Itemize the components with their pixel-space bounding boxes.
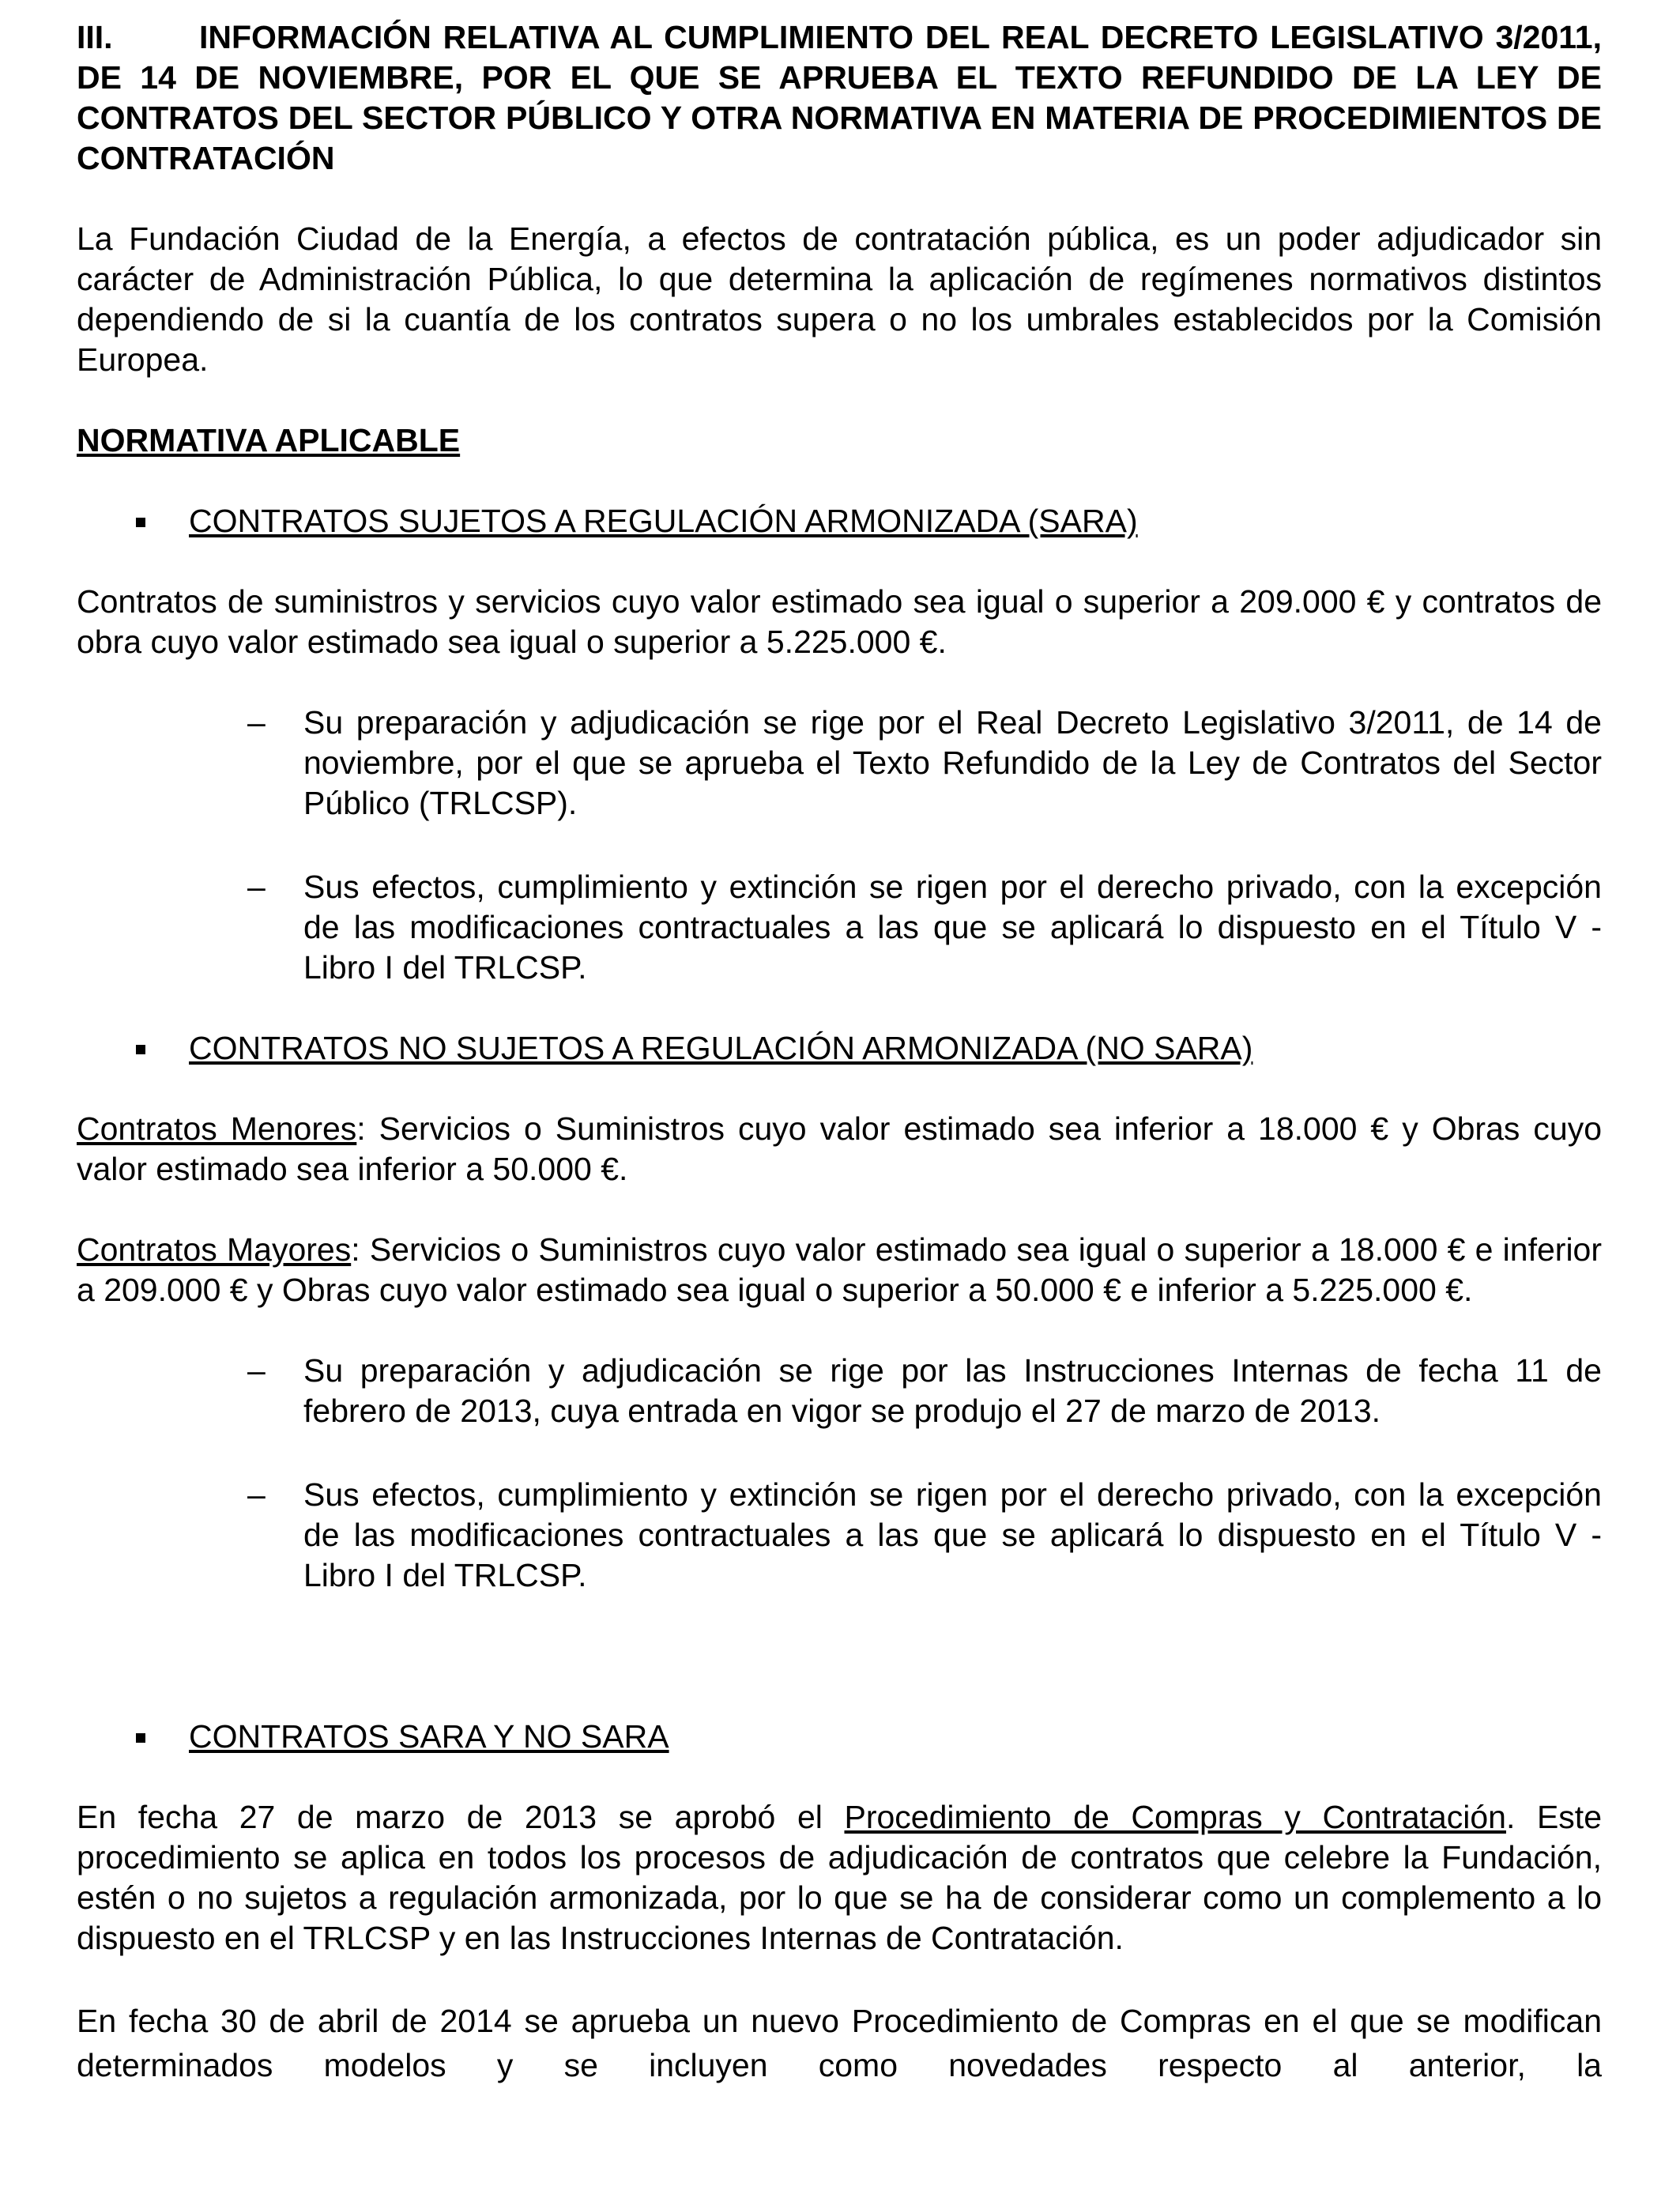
bullet-nosara [77,1028,1602,1069]
menores-text: : Servicios o Suministros cuyo valor estimado sea inferior a 18.000 € y Obras cuyo valor estimado sea inferior a 50.000 €. [77,1110,1602,1187]
nosara-dash-item-2-text: Sus efectos, cumplimiento y extinción se rigen por el derecho privado, con la excepción de las modificaciones contractuales a las que se aplicará lo dispuesto en el Título V - Libro I del TRLCSP. [303,1476,1602,1593]
procedimiento-link: Procedimiento de Compras y Contratación [844,1799,1506,1835]
dash-marker: – [247,1352,266,1389]
section-heading-text: INFORMACIÓN RELATIVA AL CUMPLIMIENTO DEL REAL DECRETO LEGISLATIVO 3/2011, DE 14 DE NOVIEMBRE, POR EL QUE SE APRUEBA EL TEXTO REFUNDIDO DE LA LEY DE CONTRATOS DEL SECTOR PÚBLICO Y OTRA NORMATIVA EN MATERIA DE PROCEDIMIENTOS DE CONTRATACIÓN [77,19,1602,176]
nosara-dash-item-2 [77,1475,1602,1596]
mayores-paragraph [77,1230,1602,1310]
section-heading [77,17,1602,179]
section-number: III. [77,19,113,55]
procedimiento-text-before: En fecha 27 de marzo de 2013 se aprobó el [77,1799,845,1835]
sara-dash-item-1-text: Su preparación y adjudicación se rige por el Real Decreto Legislativo 3/2011, de 14 de noviembre, por el que se aprueba el Texto Refundido de la Ley de Contratos del Sector Público (TRLCSP). [303,704,1602,821]
sara-dash-item-2-text: Sus efectos, cumplimiento y extinción se rigen por el derecho privado, con la excepción de las modificaciones contractuales a las que se aplicará lo dispuesto en el Título V - Libro I del TRLCSP. [303,869,1602,986]
mayores-label: Contratos Mayores [77,1231,352,1268]
normativa-title: NORMATIVA APLICABLE [77,422,461,458]
bullet-sara [77,501,1602,541]
bullet-sara-nosara-label: CONTRATOS SARA Y NO SARA [189,1718,669,1755]
square-bullet-icon [136,1045,145,1054]
dash-marker: – [247,1476,266,1513]
sara-paragraph: Contratos de suministros y servicios cuyo valor estimado sea igual o superior a 209.000 € y contratos de obra cuyo valor estimado sea igual o superior a 5.225.000 €. [77,583,1602,660]
dash-marker: – [247,704,266,741]
nuevo-procedimiento-paragraph: En fecha 30 de abril de 2014 se aprueba un nuevo Procedimiento de Compras en el que se modifican determinados modelos y se incluyen como novedades respecto al anterior, la [77,2003,1602,2083]
square-bullet-icon [136,1733,145,1743]
bullet-nosara-label: CONTRATOS NO SUJETOS A REGULACIÓN ARMONIZADA (NO SARA) [189,1030,1253,1066]
nosara-dash-item-1-text: Su preparación y adjudicación se rige por las Instrucciones Internas de fecha 11 de febrero de 2013, cuya entrada en vigor se produjo el 27 de marzo de 2013. [303,1352,1602,1429]
intro-paragraph: La Fundación Ciudad de la Energía, a efectos de contratación pública, es un poder adjudicador sin carácter de Administración Pública, lo que determina la aplicación de regímenes normativos distintos dependiendo de si la cuantía de los contratos supera o no los umbrales establecidos por la Comisión Europea. [77,221,1602,378]
menores-paragraph [77,1109,1602,1189]
procedimiento-text-after: . Este procedimiento se aplica en todos los procesos de adjudicación de contratos que celebre la Fundación, estén o no sujetos a regulación armonizada, por lo que se ha de considerar como un complemento a lo dispuesto en el TRLCSP y en las Instrucciones Internas de Contratación. [77,1799,1603,1956]
dash-marker: – [247,869,266,905]
square-bullet-icon [136,518,145,527]
document-page [77,17,1602,2087]
bullet-sara-label: CONTRATOS SUJETOS A REGULACIÓN ARMONIZADA (SARA) [189,503,1138,539]
sara-dash-item-1 [77,703,1602,824]
mayores-text: : Servicios o Suministros cuyo valor estimado sea igual o superior a 18.000 € e inferior a 209.000 € y Obras cuyo valor estimado sea igual o superior a 50.000 € e inferior a 5.225.000 €. [77,1231,1603,1308]
bullet-sara-nosara [77,1717,1602,1757]
sara-dash-item-2 [77,867,1602,988]
menores-label: Contratos Menores [77,1110,357,1147]
procedimiento-paragraph [77,1797,1602,1958]
nosara-dash-item-1 [77,1351,1602,1431]
